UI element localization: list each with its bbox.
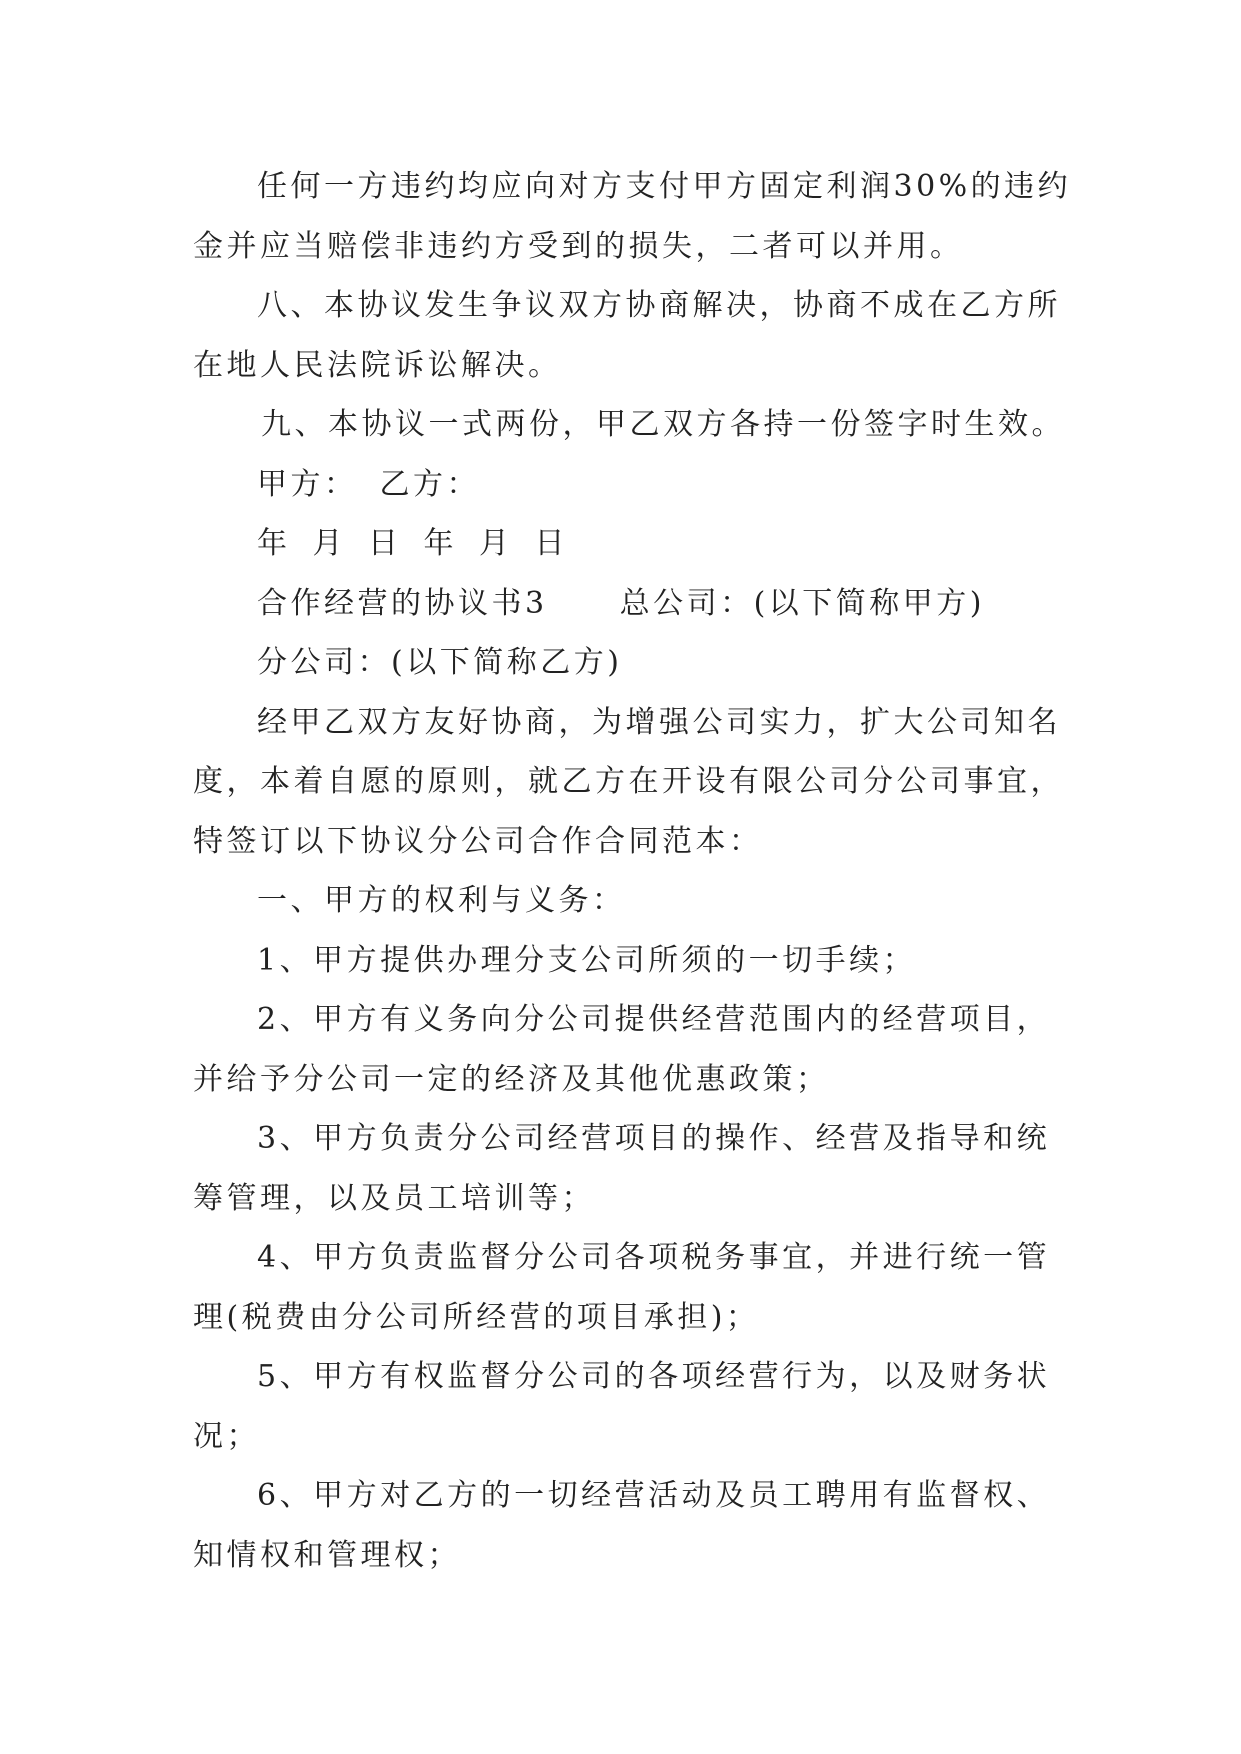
clause-item: 1、甲方提供办理分支公司所须的一切手续； [257,942,917,978]
clause-item-continued: 并给予分公司一定的经济及其他优惠政策； [193,1061,830,1097]
clause-item: 4、甲方负责监督分公司各项税务事宜，并进行统一管 [257,1240,1051,1275]
clause-item-continued: 理(税费由分公司所经营的项目承担)； [193,1299,760,1335]
date-year: 年 [423,526,457,561]
clause-heading: 一、甲方的权利与义务： [257,883,626,918]
clause-item-continued: 知情权和管理权； [193,1537,461,1573]
clause-item: 3、甲方负责分公司经营项目的操作、经营及指导和统 [257,1121,1051,1156]
date-month: 月 [479,526,513,561]
section-title: 合作经营的协议书3 [257,585,548,621]
paragraph-line: 分公司：(以下简称乙方) [257,645,623,680]
party-b-label: 乙方： [379,466,480,502]
clause-item: 5、甲方有权监督分公司的各项经营行为，以及财务状 [257,1359,1051,1394]
paragraph-line: 度，本着自愿的原则，就乙方在开设有限公司分公司事宜， [193,764,1064,799]
date-day: 日 [368,526,402,561]
paragraph-line: 九、本协议一式两份，甲乙双方各持一份签字时生效。 [261,407,1065,442]
clause-item: 2、甲方有义务向分公司提供经营范围内的经营项目， [257,1002,1051,1037]
date-day: 日 [534,526,568,561]
date-line [193,514,1053,574]
paragraph-line: 金并应当赔偿非违约方受到的损失，二者可以并用。 [193,228,964,264]
paragraph-line: 八、本协议发生争议双方协商解决，协商不成在乙方所 [257,288,1061,323]
paragraph-line: 特签订以下协议分公司合作合同范本： [193,823,763,859]
clause-item: 6、甲方对乙方的一切经营活动及员工聘用有监督权、 [257,1478,1051,1513]
paragraph-line: 经甲乙双方友好协商，为增强公司实力，扩大公司知名 [257,704,1061,740]
clause-item-continued: 况； [193,1418,260,1454]
clause-item-continued: 筹管理，以及员工培训等； [193,1180,595,1216]
paragraph-line: 任何一方违约均应向对方支付甲方固定利润30%的违约 [257,169,1072,204]
party-a-label: 甲方： [257,466,358,502]
date-month: 月 [312,526,346,561]
signature-parties-line [193,455,1053,515]
paragraph-line: 在地人民法院诉讼解决。 [193,347,562,383]
document-body [193,157,1072,1585]
date-year: 年 [257,526,291,561]
section-title-line [193,574,1053,634]
head-office-label: 总公司：(以下简称甲方) [619,585,986,621]
